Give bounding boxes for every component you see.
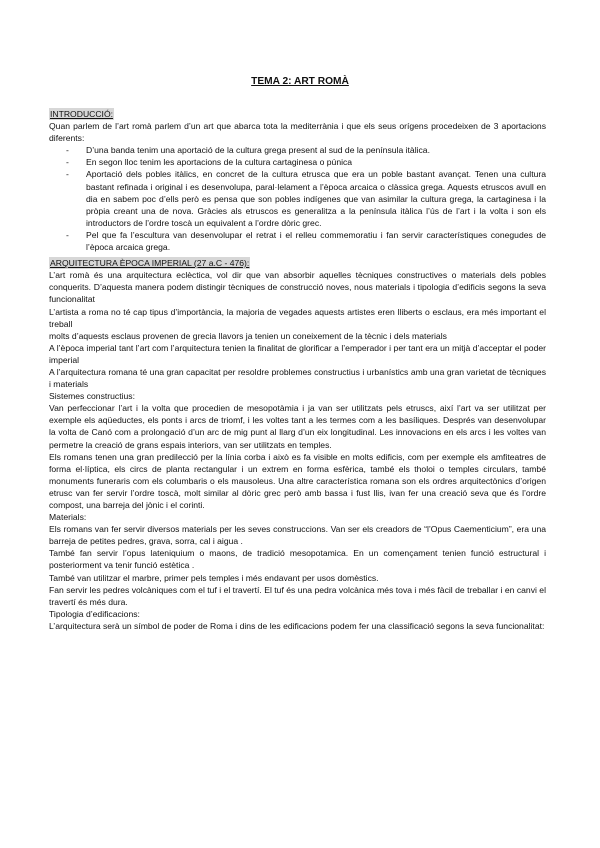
architecture-paragraph: L’artista a roma no té cap tipus d’importància, la majoria de vegades aquests artistes eren lliberts o esclaus, era més important el treball: [49, 306, 546, 329]
section-label-materials: Materials:: [49, 512, 87, 523]
intro-bullet-item: [66, 229, 546, 253]
materials-paragraph: També fan servir l’opus lateniquium o maons, de tradició mesopotamica. En un començament tenien funció estructural i posteriorment va tenir funció estètica .: [49, 548, 546, 571]
bullet-text: Pel que fa l’escultura van desenvolupar el retrat i el relleu commemoratiu i fan servir característiques conegudes de l’època arcaica grega.: [86, 229, 546, 253]
section-label-sistemes: Sistemes constructius:: [49, 391, 135, 402]
intro-bullet-list: [49, 144, 546, 253]
document-body: [49, 108, 546, 632]
bullet-text: Aportació dels pobles itàlics, en concret de la cultura etrusca que era un poble bastant avançat. Tenen una cultura bastant refinada i original i es desenvolupa, paral·lelament a l’època arcaica o clàssica grega. Aquests etruscos avull en dia en sabem poc d’ells però es pensa que son pobles indígenes que van asimilar la cultura grega, la cartaginesa i la pròpia creant una de nova. Gràcies als etruscos es generalitza a la península itàlica l’ús de l’art i la volta i son els introductors de l’ordre toscà un equivalent a l’ordre dòric grec.: [86, 169, 546, 228]
sistemes-paragraph: Van perfeccionar l’art i la volta que procedien de mesopotàmia i ja van ser utilitzats pels etruscs, així l’art va ser utilitzat per exemple els aqüeductes, els ponts i arcs de triomf, i les voltes tant a les termes com a les basíliques. Després van desenvolupar la volta de Canó com a prolongació d’un arc de mig punt al llarg d’un eix longitudinal. Les innovacions en els arcs i les voltes van permetre la creació de grans espais interiors, van ser utilitzats en temples.: [49, 403, 546, 450]
bullet-dash: -: [66, 157, 69, 168]
materials-paragraph: També van utilitzar el marbre, primer pels temples i més endavant per usos domèstics.: [49, 572, 379, 583]
intro-heading: INTRODUCCIÓ:: [50, 109, 114, 119]
intro-bullet-item: [66, 156, 546, 168]
architecture-paragraph: A l’època imperial tant l’art com l’arquitectura tenien la finalitat de glorificar a l’emperador i per tant era un mitjà d’acceptar el poder imperial: [49, 342, 546, 365]
section-label-tipologia: Tipologia d’edificacions:: [49, 608, 140, 619]
architecture-paragraph: molts d’aquests esclaus provenen de grecia llavors ja tenien un coneixement de la tècnic i dels materials: [49, 330, 447, 341]
sistemes-paragraph: Els romans tenen una gran predilecció per la línia corba i això es fa visible en molts edificis, com per exemple els amfiteatres de forma el·líptica, els circs de planta rectangular i un extrem en forma esfèrica, també els tholoi o temples circulars, també monuments funeraris com els columbaris o els mausoleus. Una altre característica romana son els ordres arquitectònics d’origen etrusc van fer servir l’ordre toscà, molt similar al dòric grec però amb bassa i fust llis, ivan fer una creació seva que és l’ordre compost, una barreja del jònic i el corinti.: [49, 451, 546, 510]
intro-paragraph: Quan parlem de l’art romà parlem d’un art que abarca tota la mediterrània i que els seus orígens procedeixen de 3 aportacions diferents:: [49, 121, 546, 144]
bullet-text: D’una banda tenim una aportació de la cultura grega present al sud de la península itàlica.: [86, 145, 430, 156]
intro-bullet-item: [66, 144, 546, 156]
bullet-dash: -: [66, 169, 69, 180]
materials-paragraph: Els romans van fer servir diversos materials per les seves construccions. Van ser els creadors de “l’Opus Caementicium”, era una barreja de petites pedres, grava, sorra, cal i aigua .: [49, 524, 546, 547]
bullet-dash: -: [66, 145, 69, 156]
tipologia-paragraph: L’arquitectura serà un símbol de poder de Roma i dins de les edificacions podem fer una classificació segons la seva funcionalitat:: [49, 620, 545, 631]
architecture-heading: ARQUITECTURA ÈPOCA IMPERIAL (27 a.C - 476):: [50, 258, 250, 269]
architecture-paragraph: A l’arquitectura romana té una gran capacitat per resoldre problemes constructius i urbanístics amb una gran varietat de tècniques i materials: [49, 366, 546, 390]
architecture-paragraph: L’art romà és una arquitectura eclèctica, vol dir que van absorbir aquelles tècniques constructives o materials dels pobles conquerits. D’aquesta manera podem distingir tècniques de construcció noves, nous materials i tipologia d’edificis segons la seva funcionalitat: [49, 270, 546, 305]
materials-paragraph: Fan servir les pedres volcàniques com el tuf i el travertí. El tuf és una pedra volcànica més tova i més fàcil de treballar i en canvi el travertí és més dura.: [49, 584, 546, 607]
bullet-text: En segon lloc tenim les aportacions de la cultura cartaginesa o púnica: [86, 157, 353, 168]
document-title: TEMA 2: ART ROMÀ: [251, 76, 349, 87]
bullet-dash: -: [66, 229, 69, 240]
intro-bullet-item: [66, 168, 546, 228]
